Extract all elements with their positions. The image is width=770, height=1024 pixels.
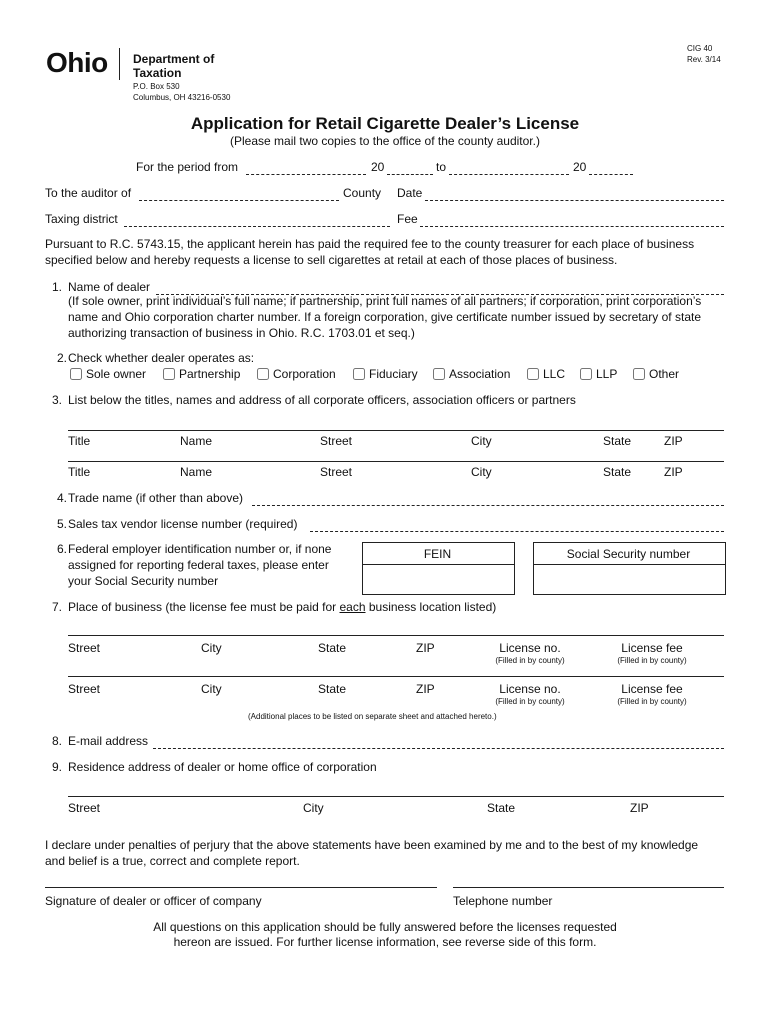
place-col-license-fee-1: License fee: [621, 641, 683, 655]
trade-name-input[interactable]: [252, 491, 724, 506]
item7-label-pre: Place of business (the license fee must be paid for: [68, 600, 340, 614]
item1-label: Name of dealer: [68, 280, 151, 294]
item6-number: 6.: [57, 542, 68, 556]
residence-col-zip: ZIP: [630, 801, 649, 815]
item1-number: 1.: [52, 280, 63, 294]
period-year-prefix-2: 20: [573, 160, 587, 174]
officer-col-zip-1: ZIP: [664, 434, 683, 448]
telephone-input[interactable]: [453, 873, 724, 888]
date-input[interactable]: [425, 186, 724, 201]
pursuant-text-line1: Pursuant to R.C. 5743.15, the applicant herein has paid the required fee to the county treasurer for each place of business: [45, 237, 695, 251]
form-revision: Rev. 3/14: [687, 55, 721, 64]
item5-label: Sales tax vendor license number (required): [68, 517, 298, 531]
license-fee-note-1: (Filled in by county): [617, 656, 687, 665]
address-line2: Columbus, OH 43216-0530: [133, 93, 231, 102]
officer-col-city-1: City: [471, 434, 492, 448]
auditor-county-input[interactable]: [139, 186, 339, 201]
place-col-city-1: City: [201, 641, 222, 655]
fee-input[interactable]: [420, 212, 724, 227]
officer-col-name-1: Name: [180, 434, 213, 448]
place-col-license-no-2: License no.: [499, 682, 561, 696]
officer-col-street-2: Street: [320, 465, 353, 479]
option-sole-owner-label: Sole owner: [86, 367, 147, 381]
checkbox-fiduciary[interactable]: [353, 368, 365, 380]
page-subtitle: (Please mail two copies to the office of the county auditor.): [230, 134, 540, 148]
item1-note-line3: authorizing transaction of business in Ohio. R.C. 1703.01 et seq.): [68, 326, 415, 340]
period-label: For the period from: [136, 160, 239, 174]
item7-label-each: each: [339, 600, 366, 614]
place-col-city-2: City: [201, 682, 222, 696]
department-name-line2: Taxation: [133, 66, 182, 80]
checkbox-partnership[interactable]: [163, 368, 175, 380]
option-corporation-label: Corporation: [273, 367, 336, 381]
page-title: Application for Retail Cigarette Dealer’s License: [190, 114, 580, 133]
option-fiduciary-label: Fiduciary: [369, 367, 418, 381]
vendor-license-input[interactable]: [310, 517, 724, 532]
item2-label: Check whether dealer operates as:: [68, 351, 255, 365]
place-col-street-2: Street: [68, 682, 101, 696]
item4-label: Trade name (if other than above): [68, 491, 243, 505]
item4-number: 4.: [57, 491, 68, 505]
taxing-district-input[interactable]: [124, 212, 390, 227]
license-no-note-1: (Filled in by county): [495, 656, 565, 665]
period-year-prefix-1: 20: [371, 160, 385, 174]
item9-number: 9.: [52, 760, 63, 774]
ohio-logo: Ohio: [46, 47, 108, 78]
residence-col-street: Street: [68, 801, 101, 815]
form-id: CIG 40: [687, 44, 713, 53]
residence-col-state: State: [487, 801, 516, 815]
taxing-district-label: Taxing district: [45, 212, 118, 226]
officer-row2-input[interactable]: [68, 447, 724, 462]
signature-label: Signature of dealer or officer of company: [45, 894, 262, 908]
fee-label: Fee: [397, 212, 418, 226]
item6-line3: your Social Security number: [68, 574, 219, 588]
date-label: Date: [397, 186, 423, 200]
pursuant-text-line2: specified below and hereby requests a license to sell cigarettes at retail at each of those places of business.: [45, 253, 618, 267]
officer-col-state-1: State: [603, 434, 632, 448]
place-col-state-1: State: [318, 641, 347, 655]
item8-number: 8.: [52, 734, 63, 748]
officer-col-title-2: Title: [68, 465, 91, 479]
option-partnership-label: Partnership: [179, 367, 241, 381]
place-col-state-2: State: [318, 682, 347, 696]
officer-col-city-2: City: [471, 465, 492, 479]
county-label: County: [343, 186, 382, 200]
period-to-input[interactable]: [449, 160, 569, 175]
place-col-license-no-1: License no.: [499, 641, 561, 655]
officer-col-name-2: Name: [180, 465, 213, 479]
checkbox-corporation[interactable]: [257, 368, 269, 380]
checkbox-llc[interactable]: [527, 368, 539, 380]
auditor-label: To the auditor of: [45, 186, 132, 200]
item7-label: [68, 600, 496, 614]
place-col-zip-2: ZIP: [416, 682, 435, 696]
logo-divider: [119, 48, 120, 80]
option-other-label: Other: [649, 367, 680, 381]
period-year1-input[interactable]: [387, 160, 433, 175]
checkbox-association[interactable]: [433, 368, 445, 380]
checkbox-llp[interactable]: [580, 368, 592, 380]
item1-note-line2: name and Ohio corporation charter number. If a foreign corporation, give certificate number issued by secretary of state: [68, 310, 701, 324]
option-association-label: Association: [449, 367, 511, 381]
item5-number: 5.: [57, 517, 68, 531]
department-name-line1: Department of: [133, 52, 215, 66]
period-to-label: to: [436, 160, 447, 174]
fein-input[interactable]: [362, 564, 515, 595]
item9-label: Residence address of dealer or home office of corporation: [68, 760, 377, 774]
address-line1: P.O. Box 530: [133, 82, 180, 91]
declaration-line1: I declare under penalties of perjury that the above statements have been examined by me and to the best of my knowledge: [45, 838, 699, 852]
place-row2-input[interactable]: [68, 662, 724, 677]
item7-number: 7.: [52, 600, 63, 614]
officer-col-zip-2: ZIP: [664, 465, 683, 479]
place-col-license-fee-2: License fee: [621, 682, 683, 696]
option-llp-label: LLP: [596, 367, 618, 381]
item7-label-post: business location listed): [365, 600, 497, 614]
fein-label: FEIN: [423, 547, 452, 561]
item3-label: List below the titles, names and address of all corporate officers, association officers or partners: [68, 393, 576, 407]
item1-note-line1: (If sole owner, print individual’s full name; if partnership, print full names of all partners; if corporation, print corporation’s: [68, 294, 702, 308]
footer-line1: All questions on this application should be fully answered before the licenses requested: [153, 920, 617, 934]
email-input[interactable]: [153, 734, 724, 749]
officer-col-title-1: Title: [68, 434, 91, 448]
telephone-label: Telephone number: [453, 894, 553, 908]
officer-row1-input[interactable]: [68, 416, 724, 431]
declaration-line2: and belief is a true, correct and complete report.: [45, 854, 300, 868]
residence-col-city: City: [303, 801, 324, 815]
checkbox-other[interactable]: [633, 368, 645, 380]
signature-input[interactable]: [45, 873, 437, 888]
period-from-input[interactable]: [246, 160, 366, 175]
residence-address-input[interactable]: [68, 782, 724, 797]
item6-line2: assigned for reporting federal taxes, please enter: [68, 558, 329, 572]
option-llc-label: LLC: [543, 367, 566, 381]
additional-places-note: (Additional places to be listed on separate sheet and attached hereto.): [248, 712, 497, 721]
license-no-note-2: (Filled in by county): [495, 697, 565, 706]
period-year2-input[interactable]: [589, 160, 633, 175]
ssn-label: Social Security number: [566, 547, 691, 561]
officer-col-state-2: State: [603, 465, 632, 479]
checkbox-sole-owner[interactable]: [70, 368, 82, 380]
ssn-input[interactable]: [533, 564, 726, 595]
footer-line2: hereon are issued. For further license information, see reverse side of this form.: [173, 935, 597, 949]
place-col-zip-1: ZIP: [416, 641, 435, 655]
license-fee-note-2: (Filled in by county): [617, 697, 687, 706]
item2-number: 2.: [57, 351, 68, 365]
item6-line1: Federal employer identification number or, if none: [68, 542, 332, 556]
item3-number: 3.: [52, 393, 63, 407]
item8-label: E-mail address: [68, 734, 149, 748]
place-col-street-1: Street: [68, 641, 101, 655]
officer-col-street-1: Street: [320, 434, 353, 448]
place-row1-input[interactable]: [68, 621, 724, 636]
